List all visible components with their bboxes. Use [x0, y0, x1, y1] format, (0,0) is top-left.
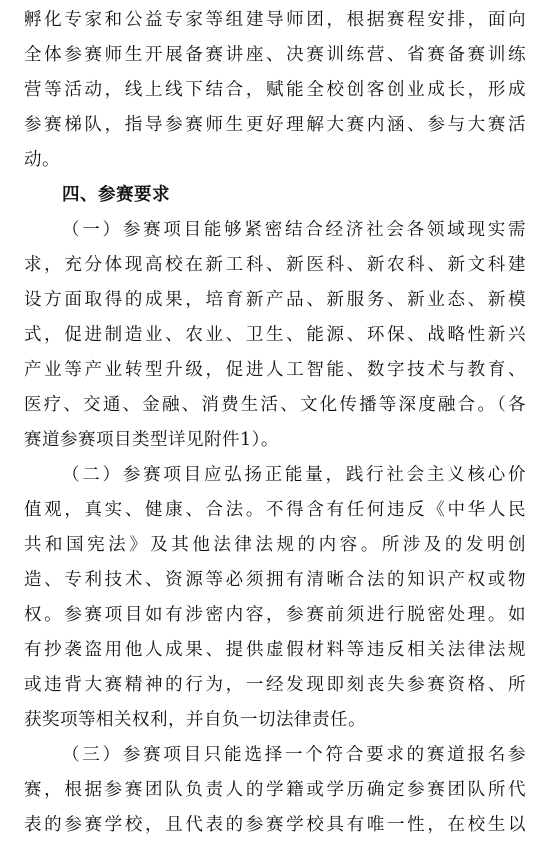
paragraph-line: 有抄袭盗用他人成果、提供虚假材料等违反相关法律法规: [24, 640, 526, 660]
paragraph-line: 参赛梯队，指导参赛师生更好理解大赛内涵、参与大赛活: [24, 115, 526, 135]
paragraph-line: 共和国宪法》及其他法律法规的内容。所涉及的发明创: [24, 535, 526, 555]
paragraph-line: 赛，根据参赛团队负责人的学籍或学历确定参赛团队所代: [24, 780, 526, 800]
paragraph-line: （一）参赛项目能够紧密结合经济社会各领域现实需: [62, 220, 526, 240]
paragraph-line: 医疗、交通、金融、消费生活、文化传播等深度融合。（各: [24, 395, 526, 415]
paragraph-line: 产业等产业转型升级，促进人工智能、数字技术与教育、: [24, 360, 526, 380]
paragraph-line: （三）参赛项目只能选择一个符合要求的赛道报名参: [62, 745, 526, 765]
paragraph-line: 营等活动，线上线下结合，赋能全校创客创业成长，形成: [24, 80, 526, 100]
paragraph-line: 动。: [24, 150, 60, 170]
paragraph-line: 或违背大赛精神的行为，一经发现即刻丧失参赛资格、所: [24, 675, 526, 695]
paragraph-line: （二）参赛项目应弘扬正能量，践行社会主义核心价: [62, 465, 526, 485]
paragraph-line: 求，充分体现高校在新工科、新医科、新农科、新文科建: [24, 255, 526, 275]
paragraph-line: 表的参赛学校，且代表的参赛学校具有唯一性，在校生以: [24, 815, 526, 835]
paragraph-line: 式，促进制造业、农业、卫生、能源、环保、战略性新兴: [24, 325, 526, 345]
paragraph-line: 权。参赛项目如有涉密内容，参赛前须进行脱密处理。如: [24, 605, 526, 625]
paragraph-line: 赛道参赛项目类型详见附件1）。: [24, 430, 279, 450]
paragraph-line: 值观，真实、健康、合法。不得含有任何违反《中华人民: [24, 500, 526, 520]
paragraph-line: 造、专利技术、资源等必须拥有清晰合法的知识产权或物: [24, 570, 526, 590]
section-heading: 四、参赛要求: [62, 185, 170, 205]
paragraph-line: 孵化专家和公益专家等组建导师团，根据赛程安排，面向: [24, 10, 526, 30]
paragraph-line: 获奖项等相关权利，并自负一切法律责任。: [24, 710, 366, 730]
paragraph-line: 设方面取得的成果，培育新产品、新服务、新业态、新模: [24, 290, 526, 310]
paragraph-line: 全体参赛师生开展备赛讲座、决赛训练营、省赛备赛训练: [24, 45, 526, 65]
